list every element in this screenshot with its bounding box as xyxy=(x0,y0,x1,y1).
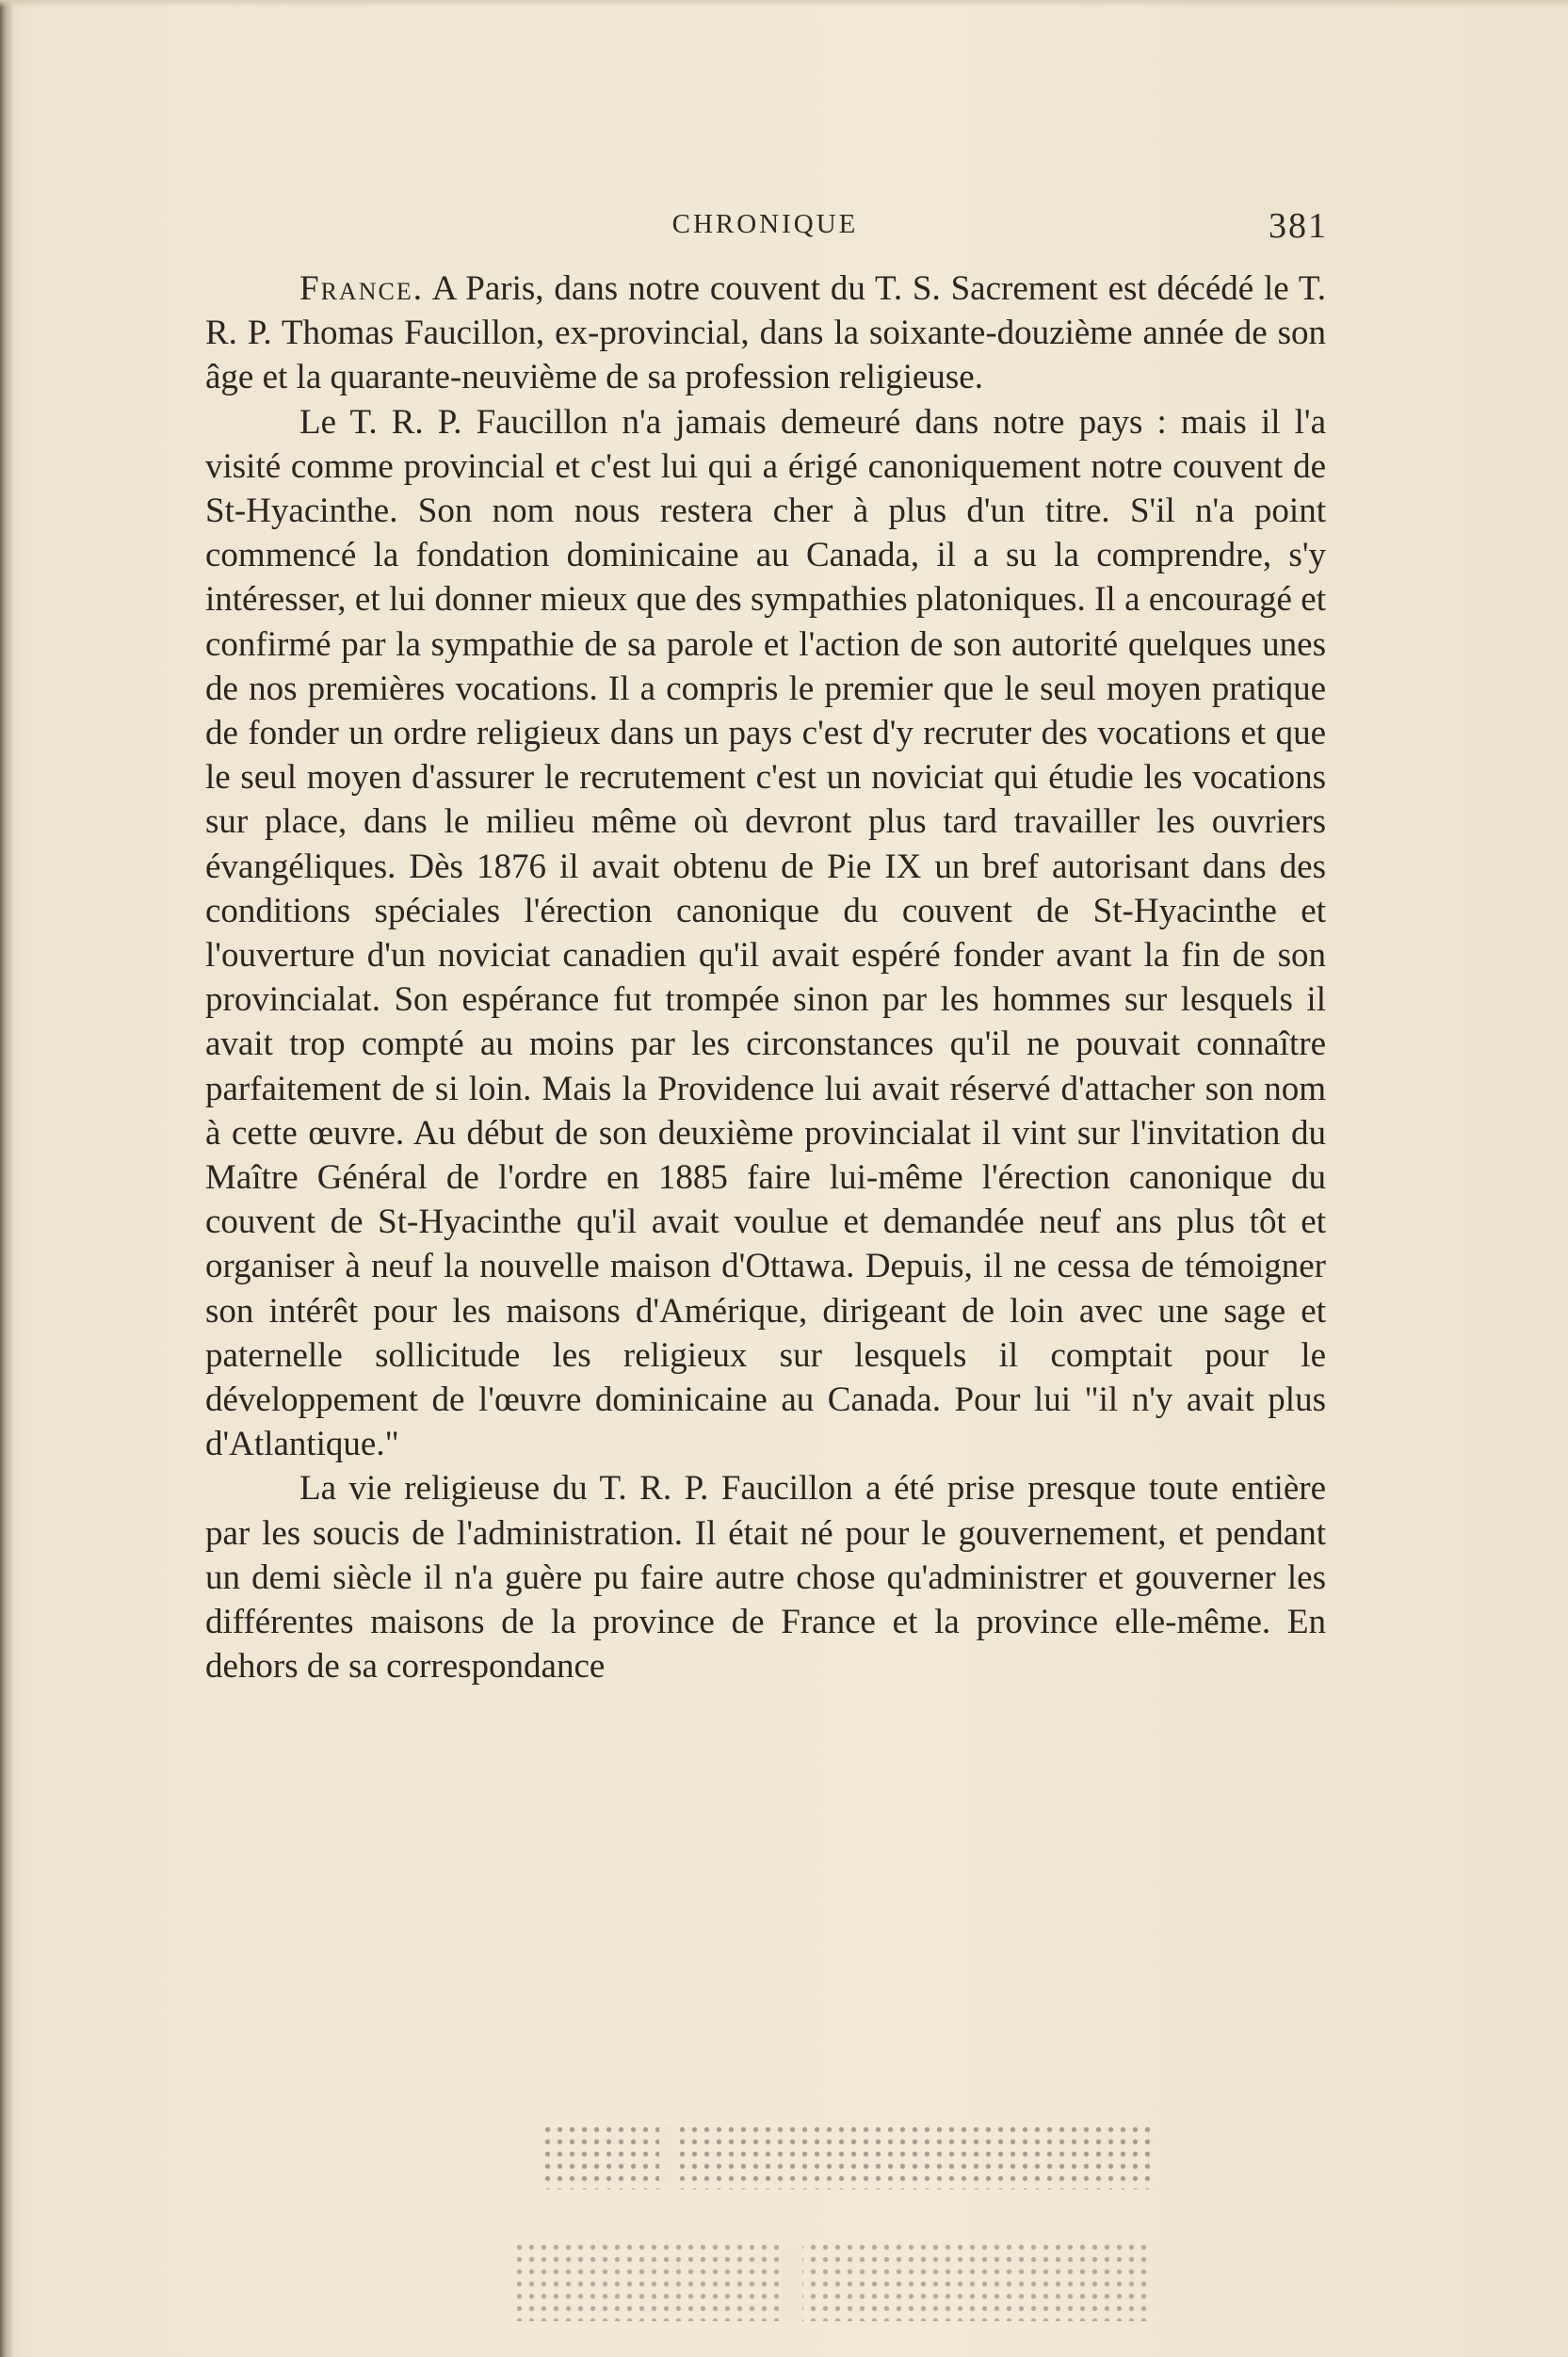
page-number: 381 xyxy=(1269,206,1328,246)
perforated-stamp-bottom-row xyxy=(513,2241,1154,2321)
body-text xyxy=(205,266,1326,1689)
top-edge-shadow xyxy=(0,0,1568,8)
perforated-stamp-top-row xyxy=(542,2123,1154,2189)
binding-edge xyxy=(0,0,13,2357)
paragraph-2: Le T. R. P. Faucillon n'a jamais demeuré dans notre pays : mais il l'a visité comme provincial et c'est lui qui a érigé canoniquement notre couvent de St-Hyacinthe. Son nom nous restera cher à plus d'un titre. S'il n'a point commencé la fondation dominicaine au Canada, il a su la comprendre, s'y intéresser, et lui donner mieux que des sympathies platoniques. Il a encouragé et confirmé par la sympathie de sa parole et l'action de son autorité quelques unes de nos premières vocations. Il a compris le premier que le seul moyen pratique de fonder un ordre religieux dans un pays c'est d'y recruter des vocations et que le seul moyen d'assurer le recrutement c'est un noviciat qui étudie les vocations sur place, dans le milieu même où devront plus tard travailler les ouvriers évangéliques. Dès 1876 il avait obtenu de Pie IX un bref autorisant dans des conditions spéciales l'érection canonique du couvent de St-Hyacinthe et l'ouverture d'un noviciat canadien qu'il avait espéré fonder avant la fin de son provincialat. Son espérance fut trompée sinon par les hommes sur lesquels il avait trop compté au moins par les circonstances qu'il ne pouvait connaître parfaitement de si loin. Mais la Providence lui avait réservé d'attacher son nom à cette œuvre. Au début de son deuxième provincialat il vint sur l'invitation du Maître Général de l'ordre en 1885 faire lui-même l'érection canonique du couvent de St-Hyacinthe qu'il avait voulue et demandée neuf ans plus tôt et organiser à neuf la nouvelle maison d'Ottawa. Depuis, il ne cessa de témoigner son intérêt pour les maisons d'Amérique, dirigeant de loin avec une sage et paternelle sollicitude les religieux sur lesquels il comptait pour le développement de l'œuvre dominicaine au Canada. Pour lui "il n'y avait plus d'Atlantique." xyxy=(205,402,1326,1464)
stamp-gap-2 xyxy=(782,2241,802,2321)
paragraph-1-text: A Paris, dans notre couvent du T. S. Sacrement est décédé le T. R. P. Thomas Faucillon, ex-provincial, dans la soixante-douzième année de son âge et la quarante-neuvième de sa profession religieuse. xyxy=(205,269,1326,397)
page-header xyxy=(202,205,1328,252)
stamp-gap-1 xyxy=(659,2123,678,2189)
paragraph-1 xyxy=(205,266,1326,400)
running-head: CHRONIQUE xyxy=(671,209,859,239)
section-lead-word: France. xyxy=(299,269,424,308)
paragraph-3: La vie religieuse du T. R. P. Faucillon a été prise presque toute entière par les soucis de l'administration. Il était né pour le gouvernement, et pendant un demi siècle il n'a guère pu faire autre chose qu'administrer et gouverner les différentes maisons de la province de France et la province elle-même. En dehors de sa correspondance xyxy=(205,1469,1326,1687)
